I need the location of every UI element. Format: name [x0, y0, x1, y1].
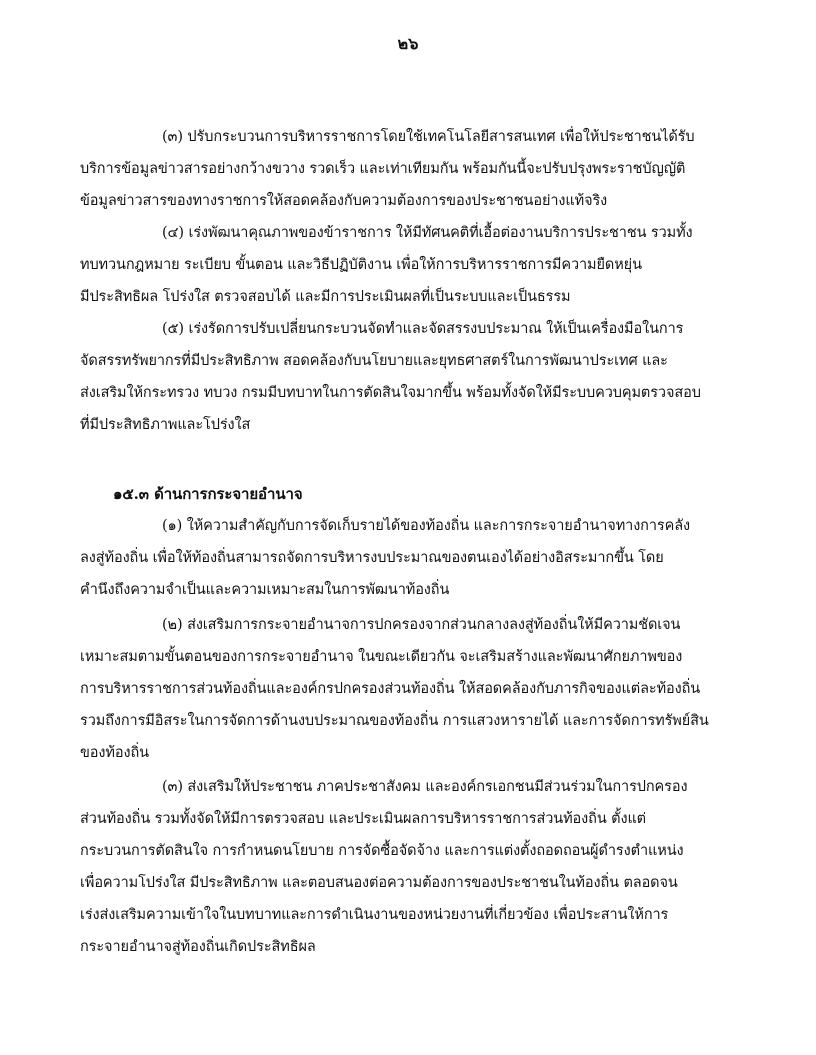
paragraph-line: ส่งเสริมให้กระทรวง ทบวง กรมมีบทบาทในการตัดสินใจมากขึ้น พร้อมทั้งจัดให้มีระบบควบคุมตรวจสอบ	[80, 385, 701, 401]
paragraph-line: คำนึงถึงความจำเป็นและความเหมาะสมในการพัฒนาท้องถิ่น	[80, 582, 450, 598]
paragraph-line: (๔) เร่งพัฒนาคุณภาพของข้าราชการ ให้มีทัศนคติที่เอื้อต่องานบริการประชาชน รวมทั้ง	[162, 225, 693, 241]
paragraph-line: มีประสิทธิผล โปร่งใส ตรวจสอบได้ และมีการประเมินผลที่เป็นระบบและเป็นธรรม	[80, 289, 571, 305]
paragraph-line: การบริหารราชการส่วนท้องถิ่นและองค์กรปกครองส่วนท้องถิ่น ให้สอดคล้องกับภารกิจของแต่ละท้องถิ่น	[80, 681, 701, 697]
paragraph-line: กระจายอำนาจสู่ท้องถิ่นเกิดประสิทธิผล	[80, 939, 316, 955]
paragraph-line: เพื่อความโปร่งใส มีประสิทธิภาพ และตอบสนองต่อความต้องการของประชาชนในท้องถิ่น ตลอดจน	[80, 875, 678, 891]
paragraph-line: กระบวนการตัดสินใจ การกำหนดนโยบาย การจัดซื้อจัดจ้าง และการแต่งตั้งถอดถอนผู้ดำรงตำแหน่ง	[80, 843, 684, 859]
paragraph-line: เร่งส่งเสริมความเข้าใจในบทบาทและการดำเนินงานของหน่วยงานที่เกี่ยวข้อง เพื่อประสานให้การ	[80, 907, 669, 923]
paragraph-line: (๓) ส่งเสริมให้ประชาชน ภาคประชาสังคม และองค์กรเอกชนมีส่วนร่วมในการปกครอง	[162, 779, 688, 795]
paragraph-line: (๑) ให้ความสำคัญกับการจัดเก็บรายได้ของท้องถิ่น และการกระจายอำนาจทางการคลัง	[162, 518, 690, 534]
paragraph-line: ของท้องถิ่น	[80, 745, 149, 761]
page-number: ๒๖	[397, 34, 419, 53]
paragraph-line: จัดสรรทรัพยากรที่มีประสิทธิภาพ สอดคล้องกับนโยบายและยุทธศาสตร์ในการพัฒนาประเทศ และ	[80, 353, 668, 369]
paragraph-line: เหมาะสมตามขั้นตอนของการกระจายอำนาจ ในขณะเดียวกัน จะเสริมสร้างและพัฒนาศักยภาพของ	[80, 649, 683, 665]
section-heading: ๑๕.๓ ด้านการกระจายอำนาจ	[113, 485, 303, 503]
paragraph-line: (๕) เร่งรัดการปรับเปลี่ยนกระบวนจัดทำและจัดสรรงบประมาณ ให้เป็นเครื่องมือในการ	[162, 321, 684, 337]
paragraph-line: ส่วนท้องถิ่น รวมทั้งจัดให้มีการตรวจสอบ และประเมินผลการบริหารราชการส่วนท้องถิ่น ตั้งแต่	[80, 811, 647, 827]
paragraph-line: (๒) ส่งเสริมการกระจายอำนาจการปกครองจากส่วนกลางลงสู่ท้องถิ่นให้มีความชัดเจน	[162, 617, 681, 633]
paragraph-line: รวมถึงการมีอิสระในการจัดการด้านงบประมาณของท้องถิ่น การแสวงหารายได้ และการจัดการทรัพย์สิน	[80, 713, 709, 729]
paragraph-line: ข้อมูลข่าวสารของทางราชการให้สอดคล้องกับความต้องการของประชาชนอย่างแท้จริง	[80, 193, 608, 209]
paragraph-line: ที่มีประสิทธิภาพและโปร่งใส	[80, 417, 251, 433]
paragraph-line: ทบทวนกฎหมาย ระเบียบ ขั้นตอน และวิธีปฏิบัติงาน เพื่อให้การบริหารราชการมีความยืดหยุ่น	[80, 257, 642, 273]
paragraph-line: ลงสู่ท้องถิ่น เพื่อให้ท้องถิ่นสามารถจัดการบริหารงบประมาณของตนเองได้อย่างอิสระมากขึ้น โดย	[80, 550, 664, 566]
paragraph-line: (๓) ปรับกระบวนการบริหารราชการโดยใช้เทคโนโลยีสารสนเทศ เพื่อให้ประชาชนได้รับ	[162, 129, 695, 145]
paragraph-line: บริการข้อมูลข่าวสารอย่างกว้างขวาง รวดเร็ว และเท่าเทียมกัน พร้อมกันนี้จะปรับปรุงพระราชบัญญัติ	[80, 161, 686, 177]
